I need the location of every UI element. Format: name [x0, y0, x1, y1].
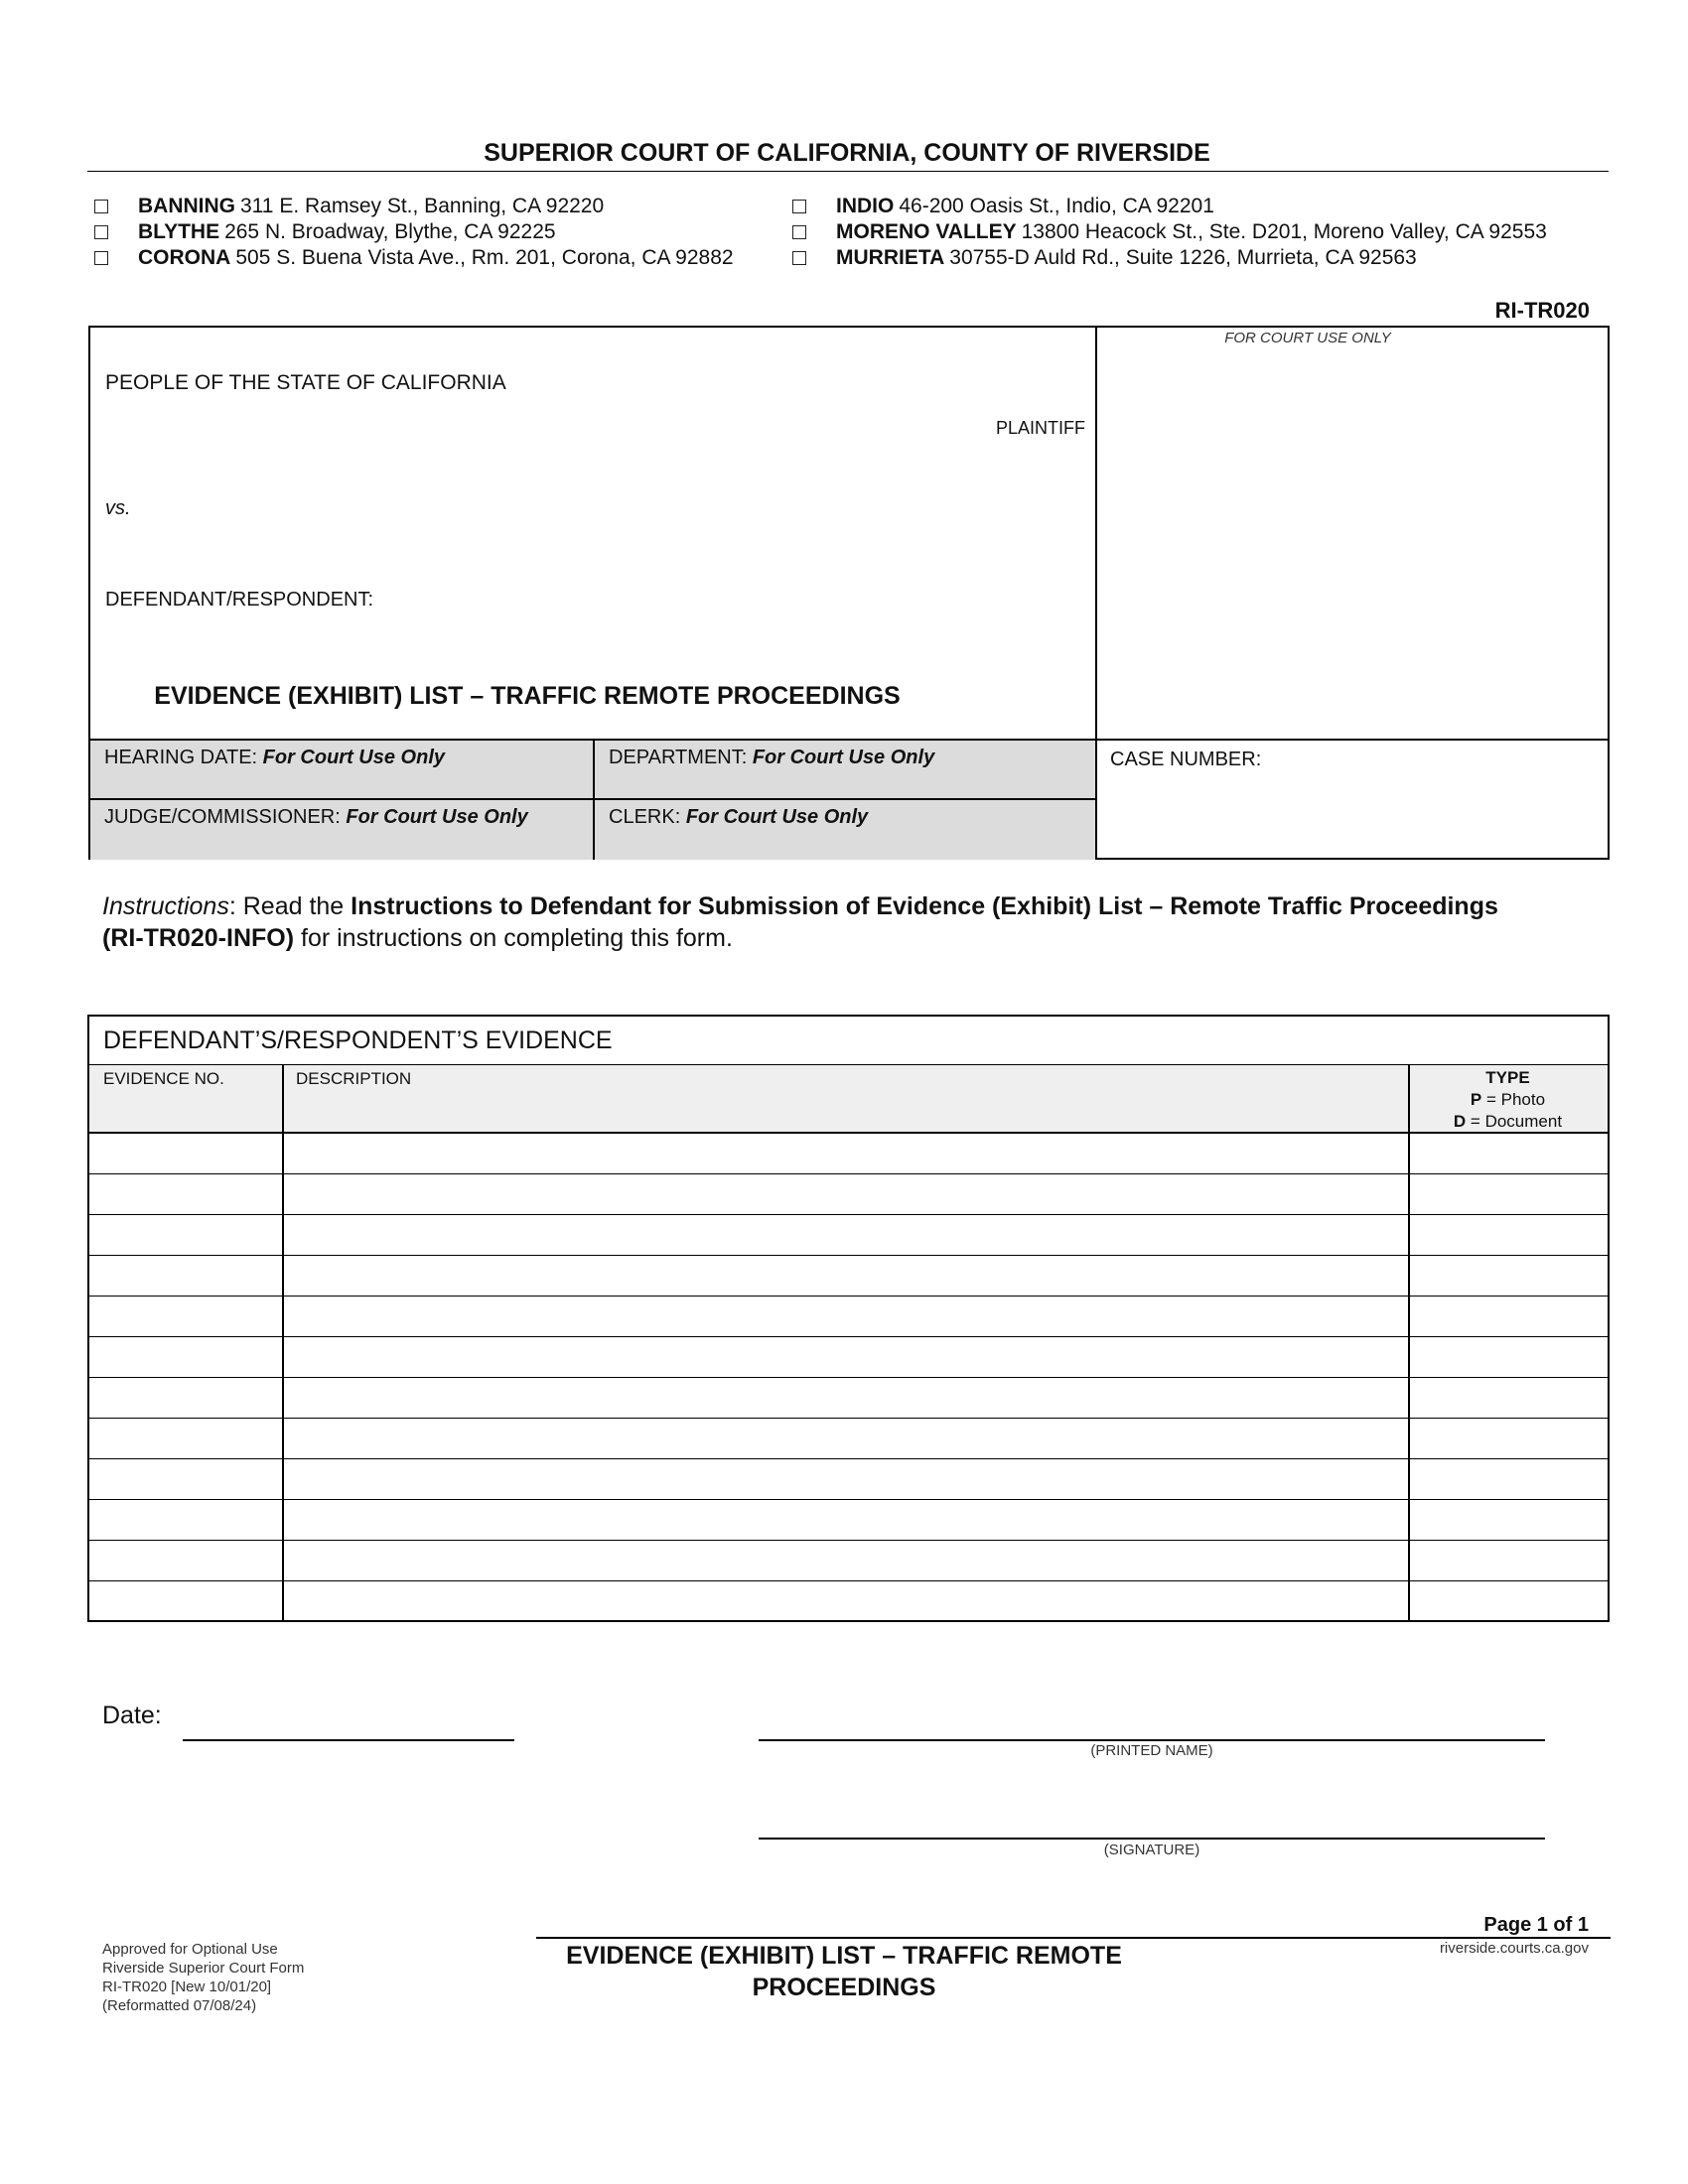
- date-label: Date:: [102, 1702, 162, 1729]
- table-row[interactable]: [89, 1500, 1608, 1541]
- type-document-text: = Document: [1466, 1112, 1563, 1131]
- defendant-label[interactable]: DEFENDANT/RESPONDENT:: [105, 589, 374, 611]
- type-document-code: D: [1453, 1112, 1467, 1131]
- department-field: [595, 741, 1095, 800]
- table-row[interactable]: [89, 1134, 1608, 1174]
- footer-line: RI-TR020 [New 10/01/20]: [102, 1979, 272, 1995]
- footer-form-title: [516, 1940, 1172, 2003]
- type-document-key: [1408, 1111, 1608, 1133]
- footer-title-line: PROCEEDINGS: [752, 1974, 936, 2001]
- court-website[interactable]: riverside.courts.ca.gov: [1439, 1940, 1589, 1957]
- page-number: Page 1 of 1: [1483, 1914, 1589, 1936]
- table-row[interactable]: [89, 1297, 1608, 1337]
- location-address: 311 E. Ramsey St., Banning, CA 92220: [240, 195, 605, 217]
- judge-label: JUDGE/COMMISSIONER:: [104, 806, 341, 828]
- corona-checkbox[interactable]: [94, 251, 108, 265]
- evidence-table: [87, 1015, 1610, 1622]
- table-row[interactable]: [89, 1419, 1608, 1459]
- instructions-text: : Read the: [228, 892, 352, 920]
- location-banning: [94, 194, 734, 219]
- footer-title-line: EVIDENCE (EXHIBIT) LIST – TRAFFIC REMOTE: [566, 1942, 1122, 1970]
- banning-checkbox[interactable]: [94, 200, 108, 213]
- location-address: 13800 Heacock St., Ste. D201, Moreno Valley, CA 92553: [1021, 220, 1547, 243]
- type-photo-text: = Photo: [1481, 1090, 1546, 1109]
- signature-line[interactable]: [759, 1838, 1545, 1840]
- location-name: BLYTHE: [138, 220, 220, 243]
- indio-checkbox[interactable]: [792, 200, 806, 213]
- court-locations-right: [792, 194, 1547, 271]
- location-murrieta: [792, 245, 1547, 271]
- table-row[interactable]: [89, 1581, 1608, 1622]
- location-corona: [94, 245, 734, 271]
- table-row[interactable]: [89, 1256, 1608, 1297]
- table-row[interactable]: [89, 1337, 1608, 1378]
- type-header-label: TYPE: [1485, 1068, 1530, 1087]
- hearing-date-field: [90, 741, 595, 800]
- instructions: [102, 890, 1512, 954]
- footer-line: Approved for Optional Use: [102, 1941, 278, 1958]
- instructions-text: for instructions on completing this form.: [294, 924, 733, 952]
- table-row[interactable]: [89, 1215, 1608, 1256]
- instructions-reference: Instructions to Defendant for Submission of Evidence (Exhibit) List – Remote Traffic Proceedings (RI-TR020-INFO): [102, 892, 1498, 952]
- form-title: EVIDENCE (EXHIBIT) LIST – TRAFFIC REMOTE PROCEEDINGS: [154, 682, 901, 710]
- printed-name-line[interactable]: [759, 1739, 1545, 1741]
- location-address: 30755-D Auld Rd., Suite 1226, Murrieta, CA 92563: [949, 246, 1417, 269]
- murrieta-checkbox[interactable]: [792, 251, 806, 265]
- court-title: SUPERIOR COURT OF CALIFORNIA, COUNTY OF RIVERSIDE: [484, 139, 1210, 167]
- footer-line: Riverside Superior Court Form: [102, 1960, 305, 1977]
- clerk-value: For Court Use Only: [685, 806, 869, 828]
- evidence-rows: [89, 1134, 1608, 1620]
- location-address: 265 N. Broadway, Blythe, CA 92225: [224, 220, 556, 243]
- versus-label: vs.: [105, 497, 131, 519]
- judge-value: For Court Use Only: [346, 806, 528, 828]
- instructions-lead: Instructions: [102, 892, 229, 920]
- case-number-label: CASE NUMBER:: [1110, 749, 1262, 770]
- location-name: INDIO: [836, 195, 895, 217]
- signature-caption: (SIGNATURE): [1103, 1842, 1200, 1858]
- clerk-field: [595, 800, 1095, 860]
- footer-divider: [536, 1937, 1611, 1939]
- type-photo-key: [1408, 1089, 1608, 1111]
- court-use-only-label: FOR COURT USE ONLY: [1224, 330, 1391, 346]
- type-header: [1408, 1065, 1608, 1132]
- location-name: MURRIETA: [836, 246, 945, 269]
- type-photo-code: P: [1470, 1090, 1482, 1109]
- location-address: 505 S. Buena Vista Ave., Rm. 201, Corona, CA 92882: [235, 246, 734, 269]
- case-caption-box: [88, 326, 1610, 860]
- header-divider: [87, 171, 1609, 172]
- plaintiff-label: PLAINTIFF: [995, 418, 1085, 438]
- judge-field: [90, 800, 595, 860]
- table-row[interactable]: [89, 1174, 1608, 1215]
- hearing-info-grid: [90, 739, 1097, 860]
- evidence-column-headers: [89, 1065, 1608, 1134]
- printed-name-caption: (PRINTED NAME): [1090, 1742, 1213, 1759]
- court-use-area: [1097, 328, 1608, 739]
- location-address: 46-200 Oasis St., Indio, CA 92201: [899, 195, 1214, 217]
- column-divider: [282, 1065, 284, 1620]
- evidence-table-title: DEFENDANT’S/RESPONDENT’S EVIDENCE: [89, 1017, 1608, 1065]
- column-divider: [1408, 1065, 1410, 1620]
- parties-section: [90, 328, 1097, 739]
- location-name: CORONA: [138, 246, 231, 269]
- location-indio: [792, 194, 1547, 219]
- blythe-checkbox[interactable]: [94, 225, 108, 239]
- table-row[interactable]: [89, 1541, 1608, 1581]
- table-row[interactable]: [89, 1378, 1608, 1419]
- form-code: RI-TR020: [1494, 298, 1590, 323]
- moreno-valley-checkbox[interactable]: [792, 225, 806, 239]
- hearing-date-label: HEARING DATE:: [104, 747, 258, 768]
- location-name: BANNING: [138, 195, 235, 217]
- department-value: For Court Use Only: [752, 747, 935, 768]
- hearing-date-value: For Court Use Only: [262, 747, 446, 768]
- evidence-no-header: EVIDENCE NO.: [103, 1069, 224, 1088]
- date-input-line[interactable]: [183, 1739, 514, 1741]
- location-blythe: [94, 219, 734, 245]
- footer-form-info: [102, 1940, 304, 2015]
- footer-line: (Reformatted 07/08/24): [102, 1997, 257, 2014]
- location-moreno-valley: [792, 219, 1547, 245]
- location-name: MORENO VALLEY: [836, 220, 1017, 243]
- description-header: DESCRIPTION: [296, 1069, 412, 1088]
- department-label: DEPARTMENT:: [609, 747, 748, 768]
- case-number-field[interactable]: [1097, 739, 1608, 860]
- table-row[interactable]: [89, 1459, 1608, 1500]
- clerk-label: CLERK:: [609, 806, 681, 828]
- court-locations-left: [94, 194, 734, 271]
- plaintiff-name: PEOPLE OF THE STATE OF CALIFORNIA: [105, 371, 506, 394]
